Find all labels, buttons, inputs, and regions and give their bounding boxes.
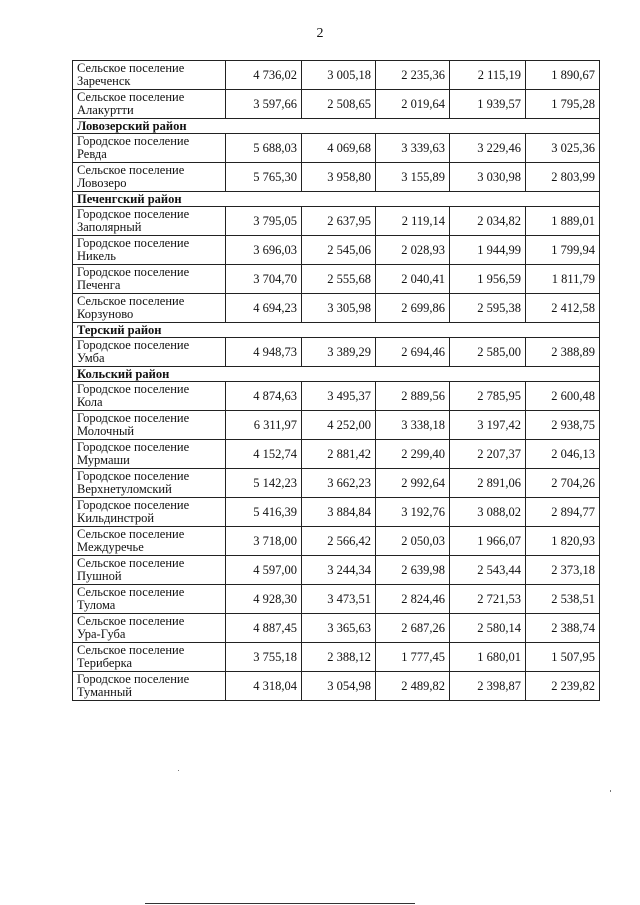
page-number: 2 bbox=[316, 26, 324, 41]
value-cell: 3 597,66 bbox=[226, 90, 302, 119]
table-row bbox=[73, 294, 600, 323]
settlement-title: Мурмаши bbox=[77, 453, 130, 467]
value-cell: 1 944,99 bbox=[450, 236, 526, 265]
value-cell: 4 318,04 bbox=[226, 672, 302, 701]
value-cell: 2 034,82 bbox=[450, 207, 526, 236]
value-cell: 3 244,34 bbox=[302, 556, 376, 585]
value-cell: 1 966,07 bbox=[450, 527, 526, 556]
value-cell: 3 197,42 bbox=[450, 411, 526, 440]
settlement-name bbox=[73, 643, 226, 672]
settlement-type: Городское поселение bbox=[77, 411, 190, 425]
settlement-type: Городское поселение bbox=[77, 440, 190, 454]
settlement-type: Городское поселение bbox=[77, 672, 190, 686]
settlement-title: Ура-Губа bbox=[77, 627, 126, 641]
settlement-name bbox=[73, 585, 226, 614]
value-cell: 4 928,30 bbox=[226, 585, 302, 614]
table-row bbox=[73, 265, 600, 294]
value-cell: 2 894,77 bbox=[526, 498, 600, 527]
table-body bbox=[73, 61, 600, 701]
settlement-title: Зареченск bbox=[77, 74, 131, 88]
value-cell: 2 721,53 bbox=[450, 585, 526, 614]
value-cell: 3 495,37 bbox=[302, 382, 376, 411]
value-cell: 3 229,46 bbox=[450, 134, 526, 163]
settlement-title: Умба bbox=[77, 351, 105, 365]
value-cell: 2 040,41 bbox=[376, 265, 450, 294]
settlement-name bbox=[73, 61, 226, 90]
settlement-title: Ловозеро bbox=[77, 176, 127, 190]
settlement-title: Пушной bbox=[77, 569, 122, 583]
settlement-title: Корзуново bbox=[77, 307, 134, 321]
value-cell: 2 694,46 bbox=[376, 338, 450, 367]
settlement-type: Сельское поселение bbox=[77, 585, 185, 599]
settlement-type: Городское поселение bbox=[77, 265, 190, 279]
value-cell: 3 696,03 bbox=[226, 236, 302, 265]
value-cell: 5 142,23 bbox=[226, 469, 302, 498]
value-cell: 1 799,94 bbox=[526, 236, 600, 265]
value-cell: 2 207,37 bbox=[450, 440, 526, 469]
settlement-title: Туманный bbox=[77, 685, 132, 699]
table-row bbox=[73, 338, 600, 367]
value-cell: 2 373,18 bbox=[526, 556, 600, 585]
settlement-title: Кильдинстрой bbox=[77, 511, 155, 525]
value-cell: 2 019,64 bbox=[376, 90, 450, 119]
value-cell: 2 050,03 bbox=[376, 527, 450, 556]
value-cell: 2 889,56 bbox=[376, 382, 450, 411]
scan-speck bbox=[178, 770, 179, 771]
settlement-type: Городское поселение bbox=[77, 469, 190, 483]
value-cell: 3 005,18 bbox=[302, 61, 376, 90]
scan-speck bbox=[610, 790, 611, 792]
settlement-table bbox=[72, 60, 600, 701]
value-cell: 2 992,64 bbox=[376, 469, 450, 498]
value-cell: 2 046,13 bbox=[526, 440, 600, 469]
value-cell: 2 555,68 bbox=[302, 265, 376, 294]
value-cell: 1 890,67 bbox=[526, 61, 600, 90]
district-header-row bbox=[73, 119, 600, 134]
settlement-name bbox=[73, 265, 226, 294]
value-cell: 3 192,76 bbox=[376, 498, 450, 527]
value-cell: 1 820,93 bbox=[526, 527, 600, 556]
table-row bbox=[73, 236, 600, 265]
value-cell: 5 688,03 bbox=[226, 134, 302, 163]
value-cell: 2 299,40 bbox=[376, 440, 450, 469]
settlement-type: Сельское поселение bbox=[77, 556, 185, 570]
settlement-type: Сельское поселение bbox=[77, 90, 185, 104]
settlement-type: Городское поселение bbox=[77, 498, 190, 512]
value-cell: 2 566,42 bbox=[302, 527, 376, 556]
settlement-name bbox=[73, 498, 226, 527]
value-cell: 2 398,87 bbox=[450, 672, 526, 701]
settlement-title: Молочный bbox=[77, 424, 135, 438]
value-cell: 3 958,80 bbox=[302, 163, 376, 192]
value-cell: 3 054,98 bbox=[302, 672, 376, 701]
value-cell: 2 412,58 bbox=[526, 294, 600, 323]
settlement-name bbox=[73, 440, 226, 469]
settlement-title: Териберка bbox=[77, 656, 133, 670]
table-row bbox=[73, 469, 600, 498]
value-cell: 2 489,82 bbox=[376, 672, 450, 701]
value-cell: 1 889,01 bbox=[526, 207, 600, 236]
value-cell: 3 155,89 bbox=[376, 163, 450, 192]
value-cell: 4 152,74 bbox=[226, 440, 302, 469]
settlement-title: Кола bbox=[77, 395, 103, 409]
value-cell: 4 597,00 bbox=[226, 556, 302, 585]
settlement-name bbox=[73, 382, 226, 411]
table-row bbox=[73, 382, 600, 411]
value-cell: 3 030,98 bbox=[450, 163, 526, 192]
table-row bbox=[73, 61, 600, 90]
value-cell: 2 938,75 bbox=[526, 411, 600, 440]
table-row bbox=[73, 207, 600, 236]
settlement-name bbox=[73, 236, 226, 265]
value-cell: 4 948,73 bbox=[226, 338, 302, 367]
value-cell: 1 777,45 bbox=[376, 643, 450, 672]
value-cell: 2 881,42 bbox=[302, 440, 376, 469]
settlement-title: Заполярный bbox=[77, 220, 142, 234]
settlement-name bbox=[73, 672, 226, 701]
value-cell: 3 365,63 bbox=[302, 614, 376, 643]
settlement-type: Городское поселение bbox=[77, 338, 190, 352]
settlement-type: Сельское поселение bbox=[77, 163, 185, 177]
settlement-title: Междуречье bbox=[77, 540, 144, 554]
table-row bbox=[73, 614, 600, 643]
settlement-title: Печенга bbox=[77, 278, 121, 292]
value-cell: 2 235,36 bbox=[376, 61, 450, 90]
value-cell: 4 887,45 bbox=[226, 614, 302, 643]
value-cell: 3 025,36 bbox=[526, 134, 600, 163]
value-cell: 2 699,86 bbox=[376, 294, 450, 323]
table-row bbox=[73, 672, 600, 701]
value-cell: 2 803,99 bbox=[526, 163, 600, 192]
value-cell: 2 028,93 bbox=[376, 236, 450, 265]
value-cell: 1 795,28 bbox=[526, 90, 600, 119]
settlement-name bbox=[73, 90, 226, 119]
settlement-type: Городское поселение bbox=[77, 382, 190, 396]
settlement-name bbox=[73, 338, 226, 367]
district-header-row bbox=[73, 192, 600, 207]
value-cell: 2 580,14 bbox=[450, 614, 526, 643]
table-row bbox=[73, 90, 600, 119]
value-cell: 2 388,89 bbox=[526, 338, 600, 367]
settlement-type: Городское поселение bbox=[77, 134, 190, 148]
value-cell: 3 755,18 bbox=[226, 643, 302, 672]
value-cell: 2 891,06 bbox=[450, 469, 526, 498]
district-name: Ловозерский район bbox=[73, 119, 600, 134]
table-row bbox=[73, 134, 600, 163]
district-header-row bbox=[73, 323, 600, 338]
value-cell: 3 339,63 bbox=[376, 134, 450, 163]
value-cell: 1 811,79 bbox=[526, 265, 600, 294]
value-cell: 3 389,29 bbox=[302, 338, 376, 367]
settlement-title: Алакуртти bbox=[77, 103, 134, 117]
table-row bbox=[73, 498, 600, 527]
settlement-type: Городское поселение bbox=[77, 207, 190, 221]
settlement-type: Сельское поселение bbox=[77, 61, 185, 75]
value-cell: 3 088,02 bbox=[450, 498, 526, 527]
district-name: Терский район bbox=[73, 323, 600, 338]
value-cell: 1 956,59 bbox=[450, 265, 526, 294]
value-cell: 2 824,46 bbox=[376, 585, 450, 614]
value-cell: 2 704,26 bbox=[526, 469, 600, 498]
value-cell: 5 416,39 bbox=[226, 498, 302, 527]
value-cell: 2 388,12 bbox=[302, 643, 376, 672]
value-cell: 2 543,44 bbox=[450, 556, 526, 585]
settlement-name bbox=[73, 527, 226, 556]
settlement-title: Никель bbox=[77, 249, 116, 263]
value-cell: 4 252,00 bbox=[302, 411, 376, 440]
value-cell: 2 600,48 bbox=[526, 382, 600, 411]
settlement-name bbox=[73, 556, 226, 585]
settlement-title: Ревда bbox=[77, 147, 107, 161]
value-cell: 3 662,23 bbox=[302, 469, 376, 498]
settlement-title: Верхнетуломский bbox=[77, 482, 172, 496]
value-cell: 3 795,05 bbox=[226, 207, 302, 236]
value-cell: 4 069,68 bbox=[302, 134, 376, 163]
table-row bbox=[73, 643, 600, 672]
value-cell: 6 311,97 bbox=[226, 411, 302, 440]
district-name: Печенгский район bbox=[73, 192, 600, 207]
settlement-name bbox=[73, 469, 226, 498]
table-row bbox=[73, 440, 600, 469]
settlement-type: Сельское поселение bbox=[77, 643, 185, 657]
value-cell: 3 884,84 bbox=[302, 498, 376, 527]
district-name: Кольский район bbox=[73, 367, 600, 382]
settlement-name bbox=[73, 163, 226, 192]
table-row bbox=[73, 163, 600, 192]
settlement-name bbox=[73, 614, 226, 643]
settlement-name bbox=[73, 134, 226, 163]
value-cell: 1 507,95 bbox=[526, 643, 600, 672]
value-cell: 3 473,51 bbox=[302, 585, 376, 614]
value-cell: 2 637,95 bbox=[302, 207, 376, 236]
settlement-type: Городское поселение bbox=[77, 236, 190, 250]
value-cell: 2 538,51 bbox=[526, 585, 600, 614]
settlement-name bbox=[73, 207, 226, 236]
value-cell: 2 239,82 bbox=[526, 672, 600, 701]
value-cell: 2 545,06 bbox=[302, 236, 376, 265]
value-cell: 1 680,01 bbox=[450, 643, 526, 672]
settlement-type: Сельское поселение bbox=[77, 614, 185, 628]
value-cell: 3 305,98 bbox=[302, 294, 376, 323]
value-cell: 1 939,57 bbox=[450, 90, 526, 119]
value-cell: 2 388,74 bbox=[526, 614, 600, 643]
value-cell: 2 785,95 bbox=[450, 382, 526, 411]
value-cell: 2 687,26 bbox=[376, 614, 450, 643]
table-row bbox=[73, 585, 600, 614]
value-cell: 4 874,63 bbox=[226, 382, 302, 411]
settlement-title: Тулома bbox=[77, 598, 116, 612]
value-cell: 2 119,14 bbox=[376, 207, 450, 236]
settlement-type: Сельское поселение bbox=[77, 294, 185, 308]
settlement-name bbox=[73, 411, 226, 440]
settlement-type: Сельское поселение bbox=[77, 527, 185, 541]
value-cell: 2 115,19 bbox=[450, 61, 526, 90]
value-cell: 5 765,30 bbox=[226, 163, 302, 192]
value-cell: 4 736,02 bbox=[226, 61, 302, 90]
value-cell: 2 508,65 bbox=[302, 90, 376, 119]
value-cell: 2 585,00 bbox=[450, 338, 526, 367]
district-header-row bbox=[73, 367, 600, 382]
table-row bbox=[73, 411, 600, 440]
settlement-name bbox=[73, 294, 226, 323]
table-row bbox=[73, 556, 600, 585]
bottom-rule bbox=[145, 903, 415, 904]
value-cell: 3 718,00 bbox=[226, 527, 302, 556]
value-cell: 2 595,38 bbox=[450, 294, 526, 323]
value-cell: 2 639,98 bbox=[376, 556, 450, 585]
value-cell: 4 694,23 bbox=[226, 294, 302, 323]
value-cell: 3 704,70 bbox=[226, 265, 302, 294]
value-cell: 3 338,18 bbox=[376, 411, 450, 440]
table-row bbox=[73, 527, 600, 556]
